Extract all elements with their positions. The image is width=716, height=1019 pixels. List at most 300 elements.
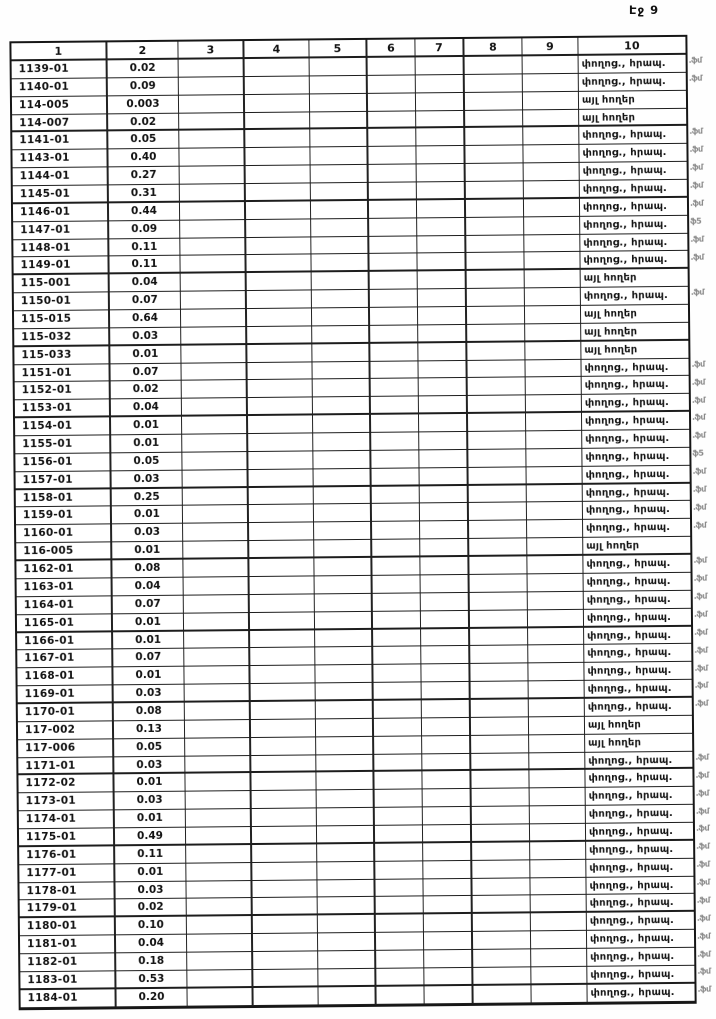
cell-land-use: այլ հողեր [579,91,686,110]
cell-empty [187,934,253,952]
cell-empty [252,808,317,826]
cell-land-use: փողոց., հրապ. [587,894,694,913]
cell-area-value: 0.27 [109,167,180,186]
cell-empty [182,381,248,399]
cell-land-use: փողոց., հրապ. [584,644,691,663]
cell-empty [180,256,246,274]
cell-empty [180,202,246,220]
cell-empty [469,521,527,539]
cell-empty [180,238,246,256]
cell-empty [523,56,579,74]
cell-empty [469,503,527,521]
margin-mark: .ֆմ [696,913,711,923]
cell-empty [180,166,246,184]
cell-empty [376,932,424,950]
cell-land-use: փողոց., հրապ. [587,912,694,931]
cell-empty [417,182,466,200]
margin-mark: .ֆմ [696,931,711,941]
cell-area-value: 0.04 [111,399,182,418]
margin-mark: .ֆմ [693,556,707,566]
cell-empty [530,806,586,824]
cell-empty [370,290,418,308]
cell-empty [185,773,251,791]
cell-empty [371,450,419,468]
cell-empty [473,949,531,967]
cell-empty [368,93,416,111]
margin-mark: .ֆմ [689,145,703,155]
cell-parcel-code: 1157-01 [16,471,112,490]
cell-area-value: 0.01 [111,435,182,454]
cell-empty [470,664,528,682]
margin-mark: .ֆմ [692,466,706,476]
cell-parcel-code: 1169-01 [18,685,114,704]
cell-empty [246,201,311,219]
cell-land-use: փողոց., հրապ. [585,751,692,770]
margin-mark: .ֆմ [688,73,703,83]
column-header: 1 [11,42,107,61]
cell-empty [311,254,369,272]
cell-empty [422,718,471,736]
cell-land-use: այլ հողեր [581,341,688,360]
cell-parcel-code: 114-005 [12,96,108,115]
cell-empty [530,788,586,806]
cell-empty [316,754,374,772]
cell-empty [252,880,317,898]
cell-area-value: 0.01 [112,506,183,525]
cell-empty [312,308,370,326]
cell-empty [472,860,530,878]
cell-empty [523,109,579,127]
cell-empty [419,432,468,450]
cell-empty [370,361,418,379]
cell-area-value: 0.03 [115,881,186,900]
cell-empty [468,449,526,467]
cell-empty [310,58,368,76]
cell-empty [469,539,527,557]
cell-empty [187,970,253,988]
cell-empty [523,74,579,92]
cell-empty [249,523,314,541]
cell-parcel-code: 1151-01 [14,364,110,383]
cell-empty [422,682,471,700]
cell-empty [525,306,581,324]
margin-mark: ֆ5 [690,216,702,226]
cell-empty [315,594,373,612]
cell-empty [318,987,376,1005]
cell-empty [473,985,531,1003]
cell-empty [528,592,584,610]
cell-land-use: փողոց., հրապ. [582,430,689,449]
cell-empty [469,556,527,574]
cell-empty [422,700,471,718]
cell-empty [311,165,369,183]
cell-empty [368,129,416,147]
cell-empty [372,504,420,522]
cell-empty [528,627,584,645]
cell-land-use: փողոց., հրապ. [586,841,693,860]
cell-empty [528,574,584,592]
cell-empty [424,914,473,932]
cell-empty [184,648,250,666]
cell-parcel-code: 1168-01 [17,668,113,687]
cell-land-use: այլ հողեր [579,108,686,127]
cell-parcel-code: 1148-01 [13,239,109,258]
cell-land-use: փողոց., հրապ. [584,573,691,592]
cell-land-use: փողոց., հրապ. [584,626,691,645]
cell-empty [313,433,371,451]
cell-parcel-code: 1146-01 [13,203,109,222]
margin-mark: .ֆմ [692,484,706,494]
cell-area-value: 0.11 [109,238,180,257]
cell-parcel-code: 1155-01 [15,435,111,454]
cell-empty [372,557,420,575]
cell-empty [246,255,311,273]
cell-empty [179,95,245,113]
cell-empty [247,362,312,380]
cell-empty [315,647,373,665]
margin-mark: .ֆմ [696,877,710,887]
cell-land-use: փողոց., հրապ. [582,412,689,431]
cell-area-value: 0.01 [114,774,185,793]
cell-empty [527,556,583,574]
cell-parcel-code: 1180-01 [20,918,116,937]
cell-empty [184,631,250,649]
cell-empty [370,343,418,361]
cell-empty [527,538,583,556]
column-header: 6 [367,39,415,57]
cell-empty [525,359,581,377]
cell-empty [419,450,468,468]
cell-empty [472,824,530,842]
cell-empty [313,379,371,397]
cell-parcel-code: 1167-01 [17,650,113,669]
margin-mark: .ֆմ [693,573,707,583]
margin-mark: .ֆմ [696,859,710,869]
cell-empty [465,146,523,164]
cell-empty [371,379,419,397]
cell-empty [375,790,423,808]
cell-area-value: 0.18 [116,953,187,972]
cell-area-value: 0.08 [114,703,185,722]
cell-empty [183,523,249,541]
cell-empty [251,719,316,737]
cell-empty [422,753,471,771]
cell-empty [423,807,472,825]
cell-empty [529,717,585,735]
cell-empty [375,825,423,843]
cell-empty [311,201,369,219]
cell-empty [530,877,586,895]
cell-empty [467,342,525,360]
margin-mark: .ֆմ [694,681,708,691]
cell-empty [372,486,420,504]
cell-empty [525,342,581,360]
cell-empty [313,451,371,469]
cell-empty [416,75,465,93]
cell-area-value: 0.07 [113,649,184,668]
cell-empty [253,969,318,987]
cell-empty [316,772,374,790]
cell-area-value: 0.03 [114,685,185,704]
cell-empty [252,862,317,880]
cell-empty [370,325,418,343]
cell-empty [183,559,249,577]
cell-empty [185,684,251,702]
cell-empty [373,665,421,683]
cell-empty [471,699,529,717]
cell-land-use: փողոց., հրապ. [586,858,693,877]
cell-empty [370,272,418,290]
cell-parcel-code: 1160-01 [16,525,112,544]
margin-mark: ֆ5 [692,448,704,458]
cell-empty [372,540,420,558]
cell-empty [315,611,373,629]
cell-empty [418,361,467,379]
cell-empty [181,309,247,327]
cell-empty [186,791,252,809]
cell-empty [473,967,531,985]
cell-empty [472,878,530,896]
cell-empty [251,683,316,701]
cell-empty [421,575,470,593]
cell-area-value: 0.13 [114,720,185,739]
cell-empty [253,916,318,934]
cell-empty [376,968,424,986]
cell-empty [528,663,584,681]
cell-empty [375,807,423,825]
margin-mark: .ֆմ [694,627,708,637]
cell-empty [247,326,312,344]
cell-empty [251,755,316,773]
cell-area-value: 0.04 [113,578,184,597]
cell-empty [317,808,375,826]
cell-empty [184,577,250,595]
cell-empty [311,236,369,254]
cell-empty [181,273,247,291]
cell-empty [314,540,372,558]
margin-mark: .ֆմ [696,895,710,905]
column-header: 8 [464,38,522,57]
cell-empty [468,378,526,396]
cell-empty [526,431,582,449]
cell-parcel-code: 1164-01 [17,596,113,615]
cell-empty [252,844,317,862]
cell-empty [466,253,524,271]
column-header: 3 [178,41,244,60]
cell-empty [416,128,465,146]
cell-land-use: փողոց., հրապ. [583,519,690,538]
cell-parcel-code: 1154-01 [15,418,111,437]
cell-empty [531,984,587,1002]
cell-empty [470,628,528,646]
cell-empty [250,648,315,666]
cell-parcel-code: 115-032 [14,328,110,347]
cell-empty [180,184,246,202]
margin-mark: .ֆմ [690,287,705,298]
cell-parcel-code: 1158-01 [16,489,112,508]
cell-area-value: 0.11 [109,256,180,275]
cell-area-value: 0.04 [110,274,181,293]
cell-empty [422,736,471,754]
cell-area-value: 0.02 [108,113,179,132]
cell-empty [424,986,473,1004]
margin-mark: .ֆմ [691,413,706,423]
cell-land-use: փողոց., հրապ. [581,287,688,306]
margin-mark: .ֆմ [697,949,711,959]
cell-parcel-code: 1139-01 [12,60,108,79]
cell-empty [249,505,314,523]
cell-empty [523,92,579,110]
cell-empty [369,182,417,200]
cell-empty [310,129,368,147]
cell-empty [184,666,250,684]
column-header: 9 [522,38,578,57]
margin-mark: .ֆմ [690,252,704,262]
column-header: 7 [415,39,464,57]
cell-empty [250,612,315,630]
cell-empty [524,234,580,252]
cell-empty [420,539,469,557]
cell-empty [421,646,470,664]
cell-empty [424,932,473,950]
cell-parcel-code: 1178-01 [19,882,115,901]
cell-land-use: փողոց., հրապ. [580,233,687,252]
cell-empty [179,130,245,148]
cell-land-use: փողոց., հրապ. [587,930,694,949]
cell-empty [523,145,579,163]
cell-empty [525,270,581,288]
cell-empty [376,986,424,1004]
cell-empty [315,665,373,683]
cell-empty [368,147,416,165]
cell-empty [470,610,528,628]
cell-empty [249,558,314,576]
margin-mark: .ֆմ [695,752,709,762]
cell-empty [468,431,526,449]
cell-empty [183,470,249,488]
cell-empty [526,449,582,467]
cell-empty [418,325,467,343]
cell-area-value: 0.02 [116,899,187,918]
cell-empty [525,324,581,342]
cell-empty [471,753,529,771]
cell-empty [423,843,472,861]
cell-empty [251,773,316,791]
cell-parcel-code: 1159-01 [16,507,112,526]
cell-area-value: 0.07 [113,595,184,614]
margin-mark: .ֆմ [689,127,703,137]
cell-empty [316,683,374,701]
cell-empty [424,950,473,968]
cell-empty [316,737,374,755]
cell-parcel-code: 1174-01 [19,810,115,829]
cell-empty [373,647,421,665]
cell-land-use: փողոց., հրապ. [582,394,689,413]
cell-area-value: 0.01 [115,810,186,829]
cell-area-value: 0.01 [113,631,184,650]
cell-empty [376,897,424,915]
cell-empty [465,74,523,92]
cell-empty [312,290,370,308]
cell-empty [314,486,372,504]
cell-empty [523,127,579,145]
cell-empty [369,218,417,236]
cell-land-use: փողոց., հրապ. [585,680,692,699]
cell-empty [252,826,317,844]
cell-parcel-code: 1176-01 [19,846,115,865]
cell-empty [314,558,372,576]
cell-empty [417,236,466,254]
cell-empty [470,646,528,664]
cell-empty [526,377,582,395]
cell-empty [368,57,416,75]
cell-empty [312,361,370,379]
cell-empty [420,486,469,504]
cell-empty [310,94,368,112]
cell-empty [373,611,421,629]
cell-empty [187,952,253,970]
cell-empty [526,413,582,431]
cell-land-use: փողոց., հրապ. [579,55,686,74]
cell-empty [318,915,376,933]
cell-empty [470,574,528,592]
cell-empty [472,842,530,860]
cell-empty [311,183,369,201]
cell-land-use: փողոց., հրապ. [584,591,691,610]
cell-empty [184,595,250,613]
cell-empty [530,824,586,842]
cell-land-use: այլ հողեր [581,305,688,324]
cell-empty [466,235,524,253]
cell-empty [183,541,249,559]
cell-parcel-code: 115-033 [14,346,110,365]
cell-empty [310,111,368,129]
cell-parcel-code: 1141-01 [12,132,108,151]
cell-empty [417,218,466,236]
cell-empty [249,469,314,487]
cell-empty [524,163,580,181]
cell-empty [465,92,523,110]
cell-parcel-code: 1173-01 [19,793,115,812]
cell-empty [467,324,525,342]
cell-empty [421,593,470,611]
cell-land-use: փողոց., հրապ. [582,466,689,485]
cell-land-use: փողոց., հրապ. [583,483,690,502]
cell-empty [313,415,371,433]
cell-area-value: 0.09 [108,78,179,97]
cell-empty [421,611,470,629]
cell-empty [527,502,583,520]
cell-empty [247,291,312,309]
cell-empty [416,146,465,164]
cell-empty [416,93,465,111]
cell-parcel-code: 1181-01 [20,935,116,954]
cell-land-use: փողոց., հրապ. [584,608,691,627]
cell-empty [246,183,311,201]
cell-empty [251,737,316,755]
column-header: 2 [107,42,178,61]
cell-empty [315,576,373,594]
cell-empty [181,291,247,309]
cell-land-use: փողոց., հրապ. [580,251,687,270]
cell-empty [317,879,375,897]
cell-empty [473,914,531,932]
cell-empty [312,272,370,290]
cell-empty [466,181,524,199]
cell-parcel-code: 115-015 [14,310,110,329]
cell-empty [248,380,313,398]
cell-area-value: 0.02 [108,60,179,79]
